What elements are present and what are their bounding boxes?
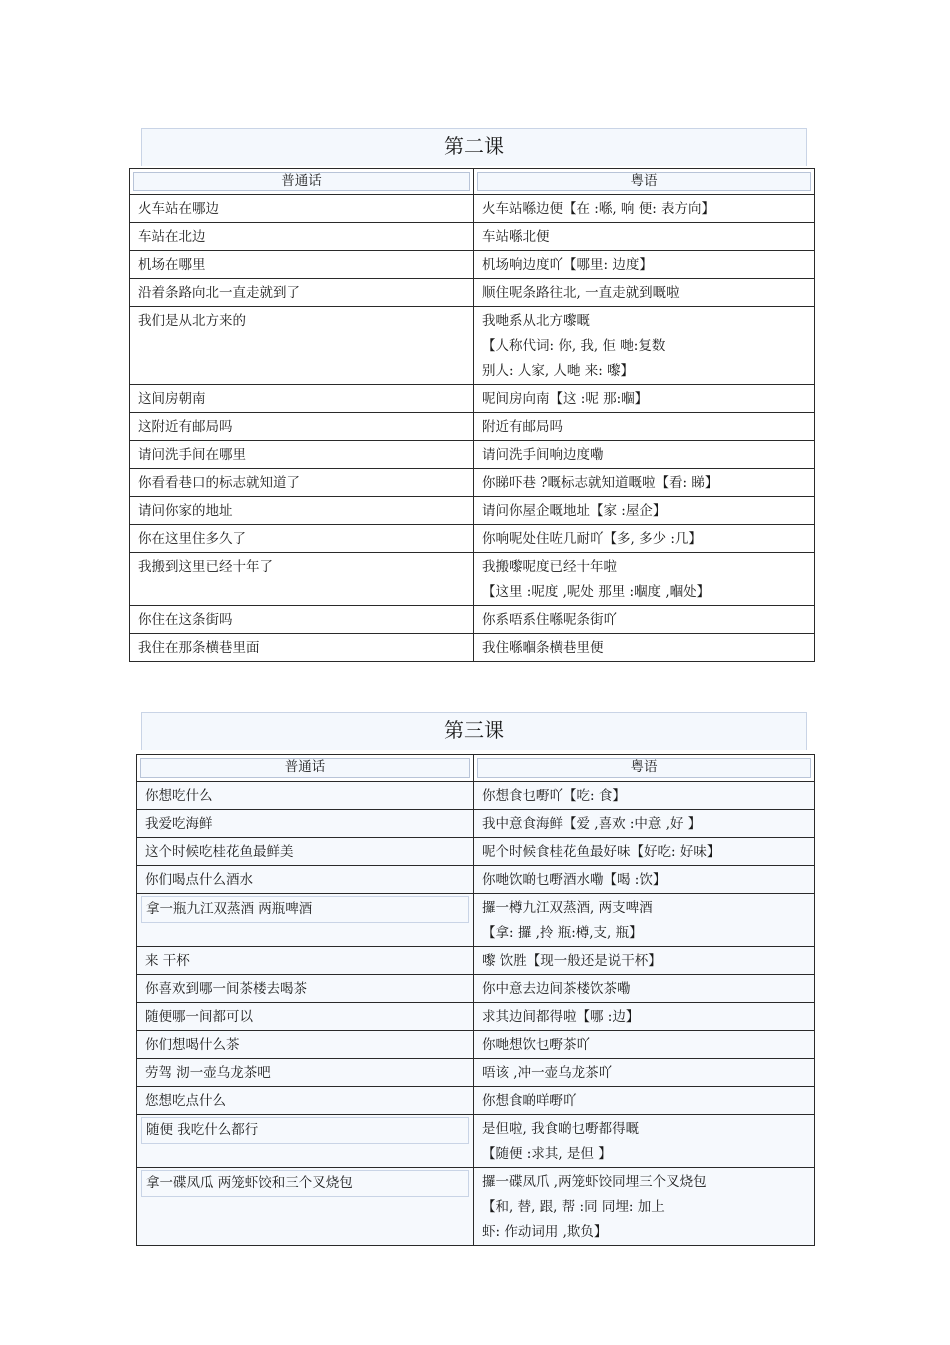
mandarin-cell (130, 223, 474, 251)
mandarin-cell (130, 195, 474, 223)
mandarin-cell (130, 634, 474, 662)
column-header-mandarin: 普通话 (137, 755, 474, 782)
mandarin-text: 这附近有邮局吗 (138, 419, 233, 435)
table-row (130, 441, 815, 469)
table-row (130, 553, 815, 606)
mandarin-cell (130, 307, 474, 385)
cantonese-text-line: 我哋系从北方嚟嘅 (482, 313, 590, 329)
cantonese-text-line: 我中意食海鲜【爱 ,喜欢 :中意 ,好 】 (482, 816, 702, 832)
table-row (137, 1115, 815, 1168)
cantonese-text-line: 你哋想饮乜嘢茶吖 (482, 1037, 590, 1053)
mandarin-text: 你看看巷口的标志就知道了 (138, 475, 300, 491)
mandarin-cell (137, 1059, 474, 1087)
cantonese-cell (474, 195, 815, 223)
cantonese-cell (474, 525, 815, 553)
cantonese-cell (474, 1087, 815, 1115)
mandarin-cell (130, 279, 474, 307)
mandarin-cell (137, 1168, 474, 1246)
table-row (130, 223, 815, 251)
lesson2-title: 第二课 (141, 128, 807, 166)
mandarin-cell (137, 810, 474, 838)
cantonese-cell (474, 413, 815, 441)
mandarin-text: 请问你家的地址 (138, 503, 233, 519)
mandarin-cell (137, 894, 474, 947)
cantonese-text-line: 你中意去边间茶楼饮茶嘞 (482, 981, 631, 997)
cantonese-cell (474, 782, 815, 810)
cantonese-cell (474, 1031, 815, 1059)
table-row (130, 525, 815, 553)
cantonese-cell (474, 1168, 815, 1246)
cantonese-cell (474, 1059, 815, 1087)
cantonese-text-line: 请问洗手间响边度嘞 (482, 447, 604, 463)
mandarin-text: 劳驾 沏一壶乌龙茶吧 (145, 1065, 271, 1081)
mandarin-text: 你们想喝什么茶 (145, 1037, 240, 1053)
cantonese-text-line: 附近有邮局吗 (482, 419, 563, 435)
mandarin-text: 你在这里住多久了 (138, 531, 246, 547)
mandarin-text: 你想吃什么 (145, 788, 213, 804)
mandarin-text: 随便哪一间都可以 (145, 1009, 253, 1025)
table-row (137, 1059, 815, 1087)
cantonese-text-line: 你哋饮啲乜嘢酒水嘞【喝 :饮】 (482, 872, 667, 888)
mandarin-cell (130, 553, 474, 606)
cantonese-text-line: 你系唔系住喺呢条街吖 (482, 612, 617, 628)
mandarin-cell (130, 525, 474, 553)
cantonese-cell (474, 279, 815, 307)
mandarin-cell (137, 782, 474, 810)
lesson2-table (129, 168, 815, 662)
mandarin-text: 我们是从北方来的 (138, 313, 246, 329)
cantonese-cell (474, 1115, 815, 1168)
table-row (137, 838, 815, 866)
table-row (137, 947, 815, 975)
cantonese-text-line: 呢间房向南【这 :呢 那:嗰】 (482, 391, 649, 407)
cantonese-text-line: 你响呢处住咗几耐吖【多, 多少 :几】 (482, 531, 702, 547)
mandarin-cell (130, 385, 474, 413)
mandarin-cell (130, 413, 474, 441)
mandarin-text: 你住在这条街吗 (138, 612, 233, 628)
cantonese-text-line: 我住喺嗰条横巷里便 (482, 640, 604, 656)
column-header-cantonese: 粤语 (474, 169, 815, 195)
cantonese-cell (474, 441, 815, 469)
cantonese-text-line: 火车站喺边便【在 :喺, 响 便: 表方向】 (482, 201, 716, 217)
mandarin-text: 拿一瓶九江双蒸酒 两瓶啤酒 (141, 896, 469, 923)
cantonese-cell (474, 947, 815, 975)
table-row (137, 866, 815, 894)
cantonese-text-line: 别人: 人家, 人哋 来: 嚟】 (482, 363, 635, 379)
cantonese-text-line: 唔该 ,冲一壶乌龙茶吖 (482, 1065, 613, 1081)
table-row (130, 497, 815, 525)
lesson3-title: 第三课 (141, 712, 807, 750)
cantonese-cell (474, 223, 815, 251)
cantonese-cell (474, 838, 815, 866)
mandarin-text: 我爱吃海鲜 (145, 816, 213, 832)
table-row (137, 782, 815, 810)
table-row (137, 810, 815, 838)
cantonese-text-line: 是但啦, 我食啲乜嘢都得嘅 (482, 1121, 640, 1137)
mandarin-text: 这间房朝南 (138, 391, 206, 407)
table-row (130, 385, 815, 413)
mandarin-cell (137, 1115, 474, 1168)
table-row (130, 195, 815, 223)
mandarin-cell (130, 251, 474, 279)
table-row (130, 307, 815, 385)
mandarin-cell (137, 1031, 474, 1059)
table-row (137, 1087, 815, 1115)
mandarin-text: 车站在北边 (138, 229, 206, 245)
cantonese-text-line: 攞一碟凤爪 ,两笼虾饺同埋三个叉烧包 (482, 1174, 707, 1190)
column-header-mandarin: 普通话 (130, 169, 474, 195)
mandarin-text: 来 干杯 (145, 953, 190, 969)
cantonese-cell (474, 497, 815, 525)
table-row (137, 1031, 815, 1059)
cantonese-text-line: 【拿: 攞 ,拎 瓶:樽,支, 瓶】 (482, 925, 643, 941)
cantonese-cell (474, 251, 815, 279)
table-row (130, 469, 815, 497)
mandarin-text: 我住在那条横巷里面 (138, 640, 260, 656)
cantonese-cell (474, 307, 815, 385)
table-row (137, 1003, 815, 1031)
table-row (137, 1168, 815, 1246)
mandarin-text: 我搬到这里已经十年了 (138, 559, 273, 575)
mandarin-text: 你喜欢到哪一间茶楼去喝茶 (145, 981, 307, 997)
mandarin-cell (137, 1087, 474, 1115)
cantonese-text-line: 呢个时候食桂花鱼最好味【好吃: 好味】 (482, 844, 721, 860)
mandarin-text: 拿一碟凤瓜 两笼虾饺和三个叉烧包 (141, 1170, 469, 1197)
mandarin-cell (130, 606, 474, 634)
cantonese-cell (474, 553, 815, 606)
mandarin-cell (137, 1003, 474, 1031)
cantonese-cell (474, 866, 815, 894)
mandarin-cell (130, 497, 474, 525)
mandarin-cell (137, 866, 474, 894)
mandarin-text: 随便 我吃什么都行 (141, 1117, 469, 1144)
cantonese-text-line: 【这里 :呢度 ,呢处 那里 :嗰度 ,嗰处】 (482, 584, 711, 600)
cantonese-cell (474, 975, 815, 1003)
table-row (130, 606, 815, 634)
cantonese-text-line: 【随便 :求其, 是但 】 (482, 1146, 612, 1162)
cantonese-cell (474, 606, 815, 634)
cantonese-text-line: 【人称代词: 你, 我, 佢 哋:复数 (482, 338, 666, 354)
lesson3-table (136, 754, 815, 1246)
column-header-cantonese: 粤语 (474, 755, 815, 782)
cantonese-text-line: 顺住呢条路往北, 一直走就到嘅啦 (482, 285, 680, 301)
cantonese-text-line: 求其边间都得啦【哪 :边】 (482, 1009, 640, 1025)
mandarin-text: 请问洗手间在哪里 (138, 447, 246, 463)
cantonese-text-line: 嚟 饮胜【现一般还是说干杯】 (482, 953, 662, 969)
mandarin-text: 火车站在哪边 (138, 201, 219, 217)
cantonese-cell (474, 810, 815, 838)
mandarin-cell (130, 469, 474, 497)
cantonese-cell (474, 894, 815, 947)
cantonese-text-line: 机场响边度吖【哪里: 边度】 (482, 257, 653, 273)
cantonese-text-line: 请问你屋企嘅地址【家 :屋企】 (482, 503, 667, 519)
cantonese-text-line: 车站喺北便 (482, 229, 550, 245)
mandarin-text: 您想吃点什么 (145, 1093, 226, 1109)
cantonese-cell (474, 385, 815, 413)
table-row (130, 634, 815, 662)
cantonese-cell (474, 634, 815, 662)
cantonese-text-line: 【和, 替, 跟, 帮 :同 同埋: 加上 (482, 1199, 665, 1215)
cantonese-text-line: 虾: 作动词用 ,欺负】 (482, 1224, 608, 1240)
mandarin-cell (137, 975, 474, 1003)
table-row (130, 413, 815, 441)
cantonese-text-line: 攞一樽九江双蒸酒, 两支啤酒 (482, 900, 653, 916)
cantonese-cell (474, 1003, 815, 1031)
mandarin-cell (137, 947, 474, 975)
cantonese-text-line: 你想食啲咩嘢吖 (482, 1093, 577, 1109)
table-row (137, 894, 815, 947)
mandarin-text: 这个时候吃桂花鱼最鲜美 (145, 844, 294, 860)
mandarin-text: 你们喝点什么酒水 (145, 872, 253, 888)
mandarin-text: 机场在哪里 (138, 257, 206, 273)
cantonese-text-line: 你睇吓巷 ?嘅标志就知道嘅啦【看: 睇】 (482, 475, 719, 491)
table-row (137, 975, 815, 1003)
cantonese-cell (474, 469, 815, 497)
table-row (130, 251, 815, 279)
cantonese-text-line: 我搬嚟呢度已经十年啦 (482, 559, 617, 575)
table-row (130, 279, 815, 307)
mandarin-text: 沿着条路向北一直走就到了 (138, 285, 300, 301)
mandarin-cell (130, 441, 474, 469)
cantonese-text-line: 你想食乜嘢吖【吃: 食】 (482, 788, 626, 804)
mandarin-cell (137, 838, 474, 866)
